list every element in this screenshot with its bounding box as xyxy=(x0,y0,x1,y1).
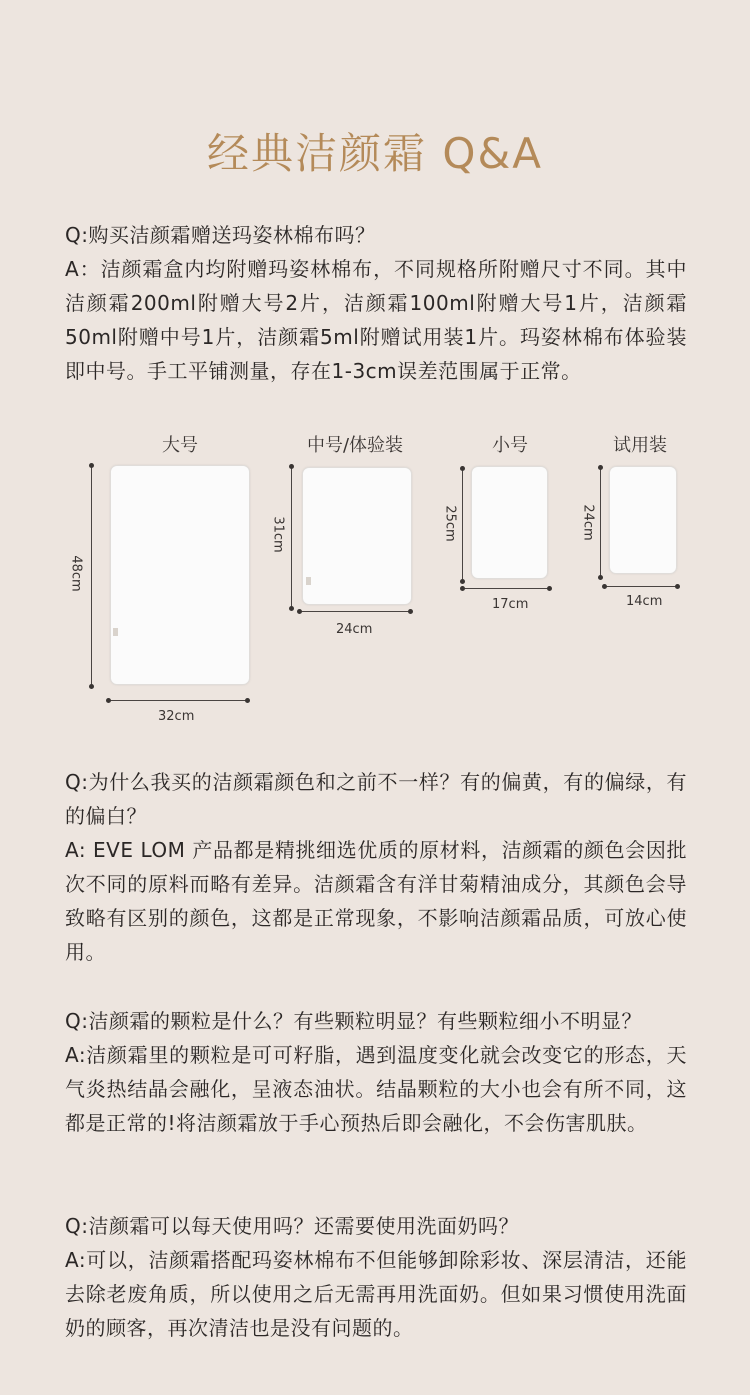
cloth-trial xyxy=(609,466,677,574)
dot xyxy=(297,609,302,614)
question: Q:购买洁颜霜赠送玛姿林棉布吗？ xyxy=(65,223,376,247)
dot xyxy=(245,698,250,703)
width-line-large xyxy=(108,700,248,701)
dot xyxy=(460,579,465,584)
width-trial: 14cm xyxy=(626,594,663,609)
width-line-trial xyxy=(604,586,678,587)
dot xyxy=(675,584,680,589)
question: Q:洁颜霜的颗粒是什么？有些颗粒明显？有些颗粒细小不明显？ xyxy=(65,1009,642,1033)
qa-item-purchase-gift xyxy=(65,218,687,388)
cloth-medium xyxy=(302,467,412,605)
height-line-medium xyxy=(291,466,292,608)
question: Q:洁颜霜可以每天使用吗？还需要使用洗面奶吗？ xyxy=(65,1214,519,1238)
height-large: 48cm xyxy=(68,555,84,592)
height-trial: 24cm xyxy=(580,504,596,541)
width-large: 32cm xyxy=(158,709,195,724)
width-small: 17cm xyxy=(492,597,529,612)
dot xyxy=(460,586,465,591)
dot xyxy=(547,586,552,591)
dot xyxy=(408,609,413,614)
dot xyxy=(598,575,603,580)
dot xyxy=(289,606,294,611)
dot xyxy=(106,698,111,703)
width-line-small xyxy=(462,588,550,589)
qa-item-color-difference xyxy=(65,765,687,969)
dot xyxy=(602,584,607,589)
dot xyxy=(89,463,94,468)
qa-item-daily-use xyxy=(65,1209,687,1345)
dot xyxy=(460,466,465,471)
height-line-large xyxy=(91,466,92,686)
cloth-tag xyxy=(113,628,118,636)
size-label-small: 小号 xyxy=(492,435,528,456)
page-title: 经典洁颜霜 Q&A xyxy=(207,129,543,178)
dot xyxy=(289,464,294,469)
size-label-medium: 中号/体验装 xyxy=(306,435,404,456)
height-line-trial xyxy=(600,467,601,578)
width-medium: 24cm xyxy=(336,622,373,637)
size-label-trial: 试用装 xyxy=(613,435,667,456)
height-small: 25cm xyxy=(442,505,458,542)
question: Q:为什么我买的洁颜霜颜色和之前不一样？有的偏黄，有的偏绿，有的偏白？ xyxy=(65,770,687,828)
answer: A:可以，洁颜霜搭配玛姿林棉布不但能够卸除彩妆、深层清洁，还能去除老废角质，所以使用之后无需再用洗面奶。但如果习惯使用洗面奶的顾客，再次清洁也是没有问题的。 xyxy=(65,1248,687,1340)
qa-item-granules xyxy=(65,1004,687,1140)
dot xyxy=(598,465,603,470)
width-line-medium xyxy=(299,611,411,612)
size-label-large: 大号 xyxy=(162,435,198,456)
answer: A:洁颜霜里的颗粒是可可籽脂，遇到温度变化就会改变它的形态，天气炎热结晶会融化，呈液态油状。结晶颗粒的大小也会有所不同，这都是正常的!将洁颜霜放于手心预热后即会融化，不会伤害肌肤。 xyxy=(65,1043,687,1135)
answer: A: EVE LOM 产品都是精挑细选优质的原材料，洁颜霜的颜色会因批次不同的原料而略有差异。洁颜霜含有洋甘菊精油成分，其颜色会导致略有区别的颜色，这都是正常现象，不影响洁颜霜品质，可放心使用。 xyxy=(65,838,687,964)
dot xyxy=(89,684,94,689)
cloth-large xyxy=(110,465,250,685)
answer: A：洁颜霜盒内均附赠玛姿林棉布，不同规格所附赠尺寸不同。其中洁颜霜200ml附赠大号2片，洁颜霜100ml附赠大号1片，洁颜霜50ml附赠中号1片，洁颜霜5ml附赠试用装1片。玛姿林棉布体验装即中号。手工平铺测量，存在1-3cm误差范围属于正常。 xyxy=(65,257,687,383)
cloth-tag xyxy=(306,577,311,585)
cloth-small xyxy=(471,466,548,579)
height-medium: 31cm xyxy=(270,516,286,553)
height-line-small xyxy=(462,468,463,582)
